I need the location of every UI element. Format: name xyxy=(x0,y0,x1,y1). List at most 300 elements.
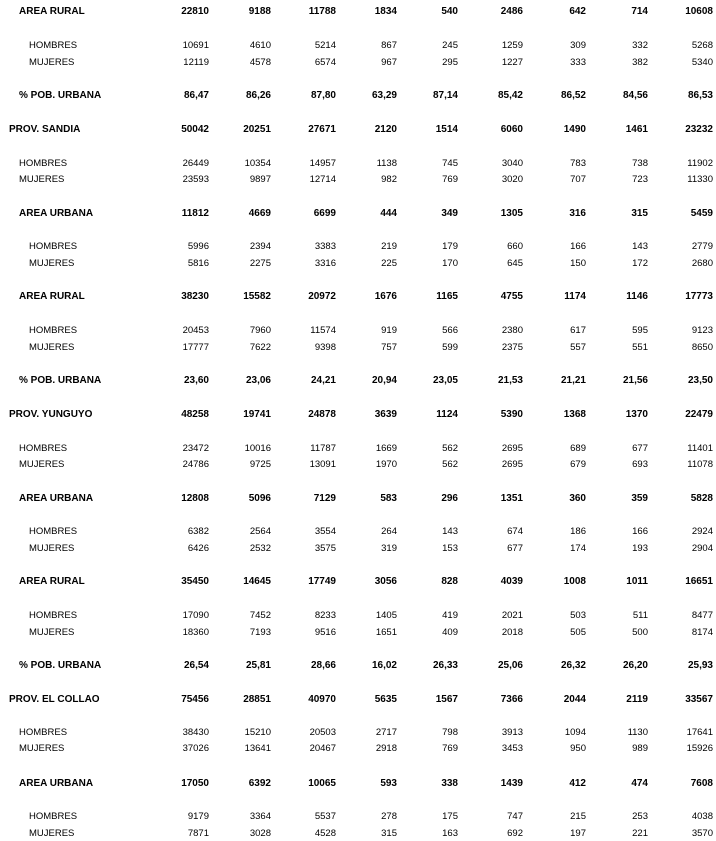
value-cell: 645 xyxy=(507,258,523,269)
value-cell: 8650 xyxy=(691,342,713,353)
value-cell: 23593 xyxy=(182,174,209,185)
value-cell: 1651 xyxy=(375,627,397,638)
value-cell: 27671 xyxy=(308,124,336,135)
value-cell: 11574 xyxy=(310,325,336,336)
value-cell: 3575 xyxy=(314,543,336,554)
value-cell: 319 xyxy=(381,543,397,554)
value-cell: 245 xyxy=(442,40,458,51)
value-cell: 23,05 xyxy=(432,375,458,386)
value-cell: 6060 xyxy=(500,124,523,135)
value-cell: 315 xyxy=(631,208,648,219)
value-cell: 5996 xyxy=(187,241,209,252)
value-cell: 153 xyxy=(442,543,458,554)
value-cell: 170 xyxy=(442,258,458,269)
value-cell: 1514 xyxy=(435,124,458,135)
value-cell: 9188 xyxy=(248,6,271,17)
value-cell: 557 xyxy=(570,342,586,353)
value-cell: 7871 xyxy=(187,828,209,839)
value-cell: 186 xyxy=(570,526,586,537)
row-label: PROV. EL COLLAO xyxy=(9,694,100,705)
value-cell: 225 xyxy=(381,258,397,269)
gender-row xyxy=(0,39,716,53)
value-cell: 8233 xyxy=(314,610,336,621)
value-cell: 5537 xyxy=(314,811,336,822)
row-label: PROV. YUNGUYO xyxy=(9,409,93,420)
value-cell: 23,50 xyxy=(687,375,713,386)
value-cell: 3570 xyxy=(691,828,713,839)
value-cell: 593 xyxy=(380,778,397,789)
value-cell: 3028 xyxy=(249,828,271,839)
gender-row xyxy=(0,341,716,355)
row-label: AREA URBANA xyxy=(19,208,94,219)
row-label: MUJERES xyxy=(29,258,75,269)
value-cell: 989 xyxy=(632,743,648,754)
value-cell: 2120 xyxy=(374,124,397,135)
value-cell: 3554 xyxy=(314,526,336,537)
gender-row xyxy=(0,157,716,171)
value-cell: 37026 xyxy=(182,743,209,754)
value-cell: 798 xyxy=(442,727,458,738)
value-cell: 745 xyxy=(442,158,458,169)
value-cell: 26,54 xyxy=(183,660,209,671)
value-cell: 332 xyxy=(632,40,648,51)
value-cell: 87,80 xyxy=(310,90,336,101)
value-cell: 14957 xyxy=(309,158,336,169)
value-cell: 295 xyxy=(442,57,458,68)
value-cell: 86,47 xyxy=(183,90,209,101)
value-cell: 22810 xyxy=(181,6,209,17)
value-cell: 1405 xyxy=(375,610,397,621)
value-cell: 11401 xyxy=(687,443,713,454)
province-row xyxy=(0,693,716,707)
value-cell: 221 xyxy=(632,828,648,839)
value-cell: 1461 xyxy=(625,124,648,135)
row-label: AREA URBANA xyxy=(19,778,94,789)
value-cell: 982 xyxy=(381,174,397,185)
value-cell: 23,60 xyxy=(183,375,209,386)
value-cell: 747 xyxy=(507,811,523,822)
value-cell: 18360 xyxy=(182,627,209,638)
value-cell: 2021 xyxy=(501,610,523,621)
value-cell: 2375 xyxy=(501,342,523,353)
value-cell: 20,94 xyxy=(371,375,397,386)
value-cell: 38230 xyxy=(181,291,209,302)
value-cell: 419 xyxy=(442,610,458,621)
value-cell: 166 xyxy=(632,526,648,537)
value-cell: 15210 xyxy=(244,727,271,738)
value-cell: 5268 xyxy=(691,40,713,51)
value-cell: 12714 xyxy=(309,174,336,185)
gender-row xyxy=(0,626,716,640)
province-row xyxy=(0,123,716,137)
value-cell: 26,20 xyxy=(622,660,648,671)
value-cell: 7608 xyxy=(690,778,713,789)
value-cell: 84,56 xyxy=(622,90,648,101)
value-cell: 3453 xyxy=(501,743,523,754)
value-cell: 867 xyxy=(381,40,397,51)
value-cell: 642 xyxy=(569,6,586,17)
value-cell: 11330 xyxy=(687,174,713,185)
value-cell: 714 xyxy=(631,6,648,17)
value-cell: 253 xyxy=(632,811,648,822)
value-cell: 6382 xyxy=(187,526,209,537)
value-cell: 9123 xyxy=(691,325,713,336)
value-cell: 15582 xyxy=(243,291,271,302)
value-cell: 7960 xyxy=(249,325,271,336)
province-row xyxy=(0,408,716,422)
value-cell: 48258 xyxy=(181,409,209,420)
value-cell: 10691 xyxy=(182,40,209,51)
value-cell: 26449 xyxy=(182,158,209,169)
gender-row xyxy=(0,810,716,824)
value-cell: 87,14 xyxy=(432,90,458,101)
value-cell: 783 xyxy=(570,158,586,169)
value-cell: 20467 xyxy=(309,743,336,754)
value-cell: 1138 xyxy=(376,158,397,169)
value-cell: 86,26 xyxy=(245,90,271,101)
value-cell: 7366 xyxy=(500,694,523,705)
gender-row xyxy=(0,726,716,740)
value-cell: 23232 xyxy=(685,124,713,135)
value-cell: 5635 xyxy=(374,694,397,705)
value-cell: 677 xyxy=(632,443,648,454)
value-cell: 595 xyxy=(632,325,648,336)
value-cell: 1130 xyxy=(627,727,648,738)
value-cell: 3364 xyxy=(249,811,271,822)
gender-row xyxy=(0,609,716,623)
row-label: HOMBRES xyxy=(29,325,78,336)
area-row xyxy=(0,290,716,304)
value-cell: 11902 xyxy=(687,158,713,169)
value-cell: 3040 xyxy=(501,158,523,169)
row-label: HOMBRES xyxy=(29,526,78,537)
value-cell: 17777 xyxy=(182,342,209,353)
row-label: % POB. URBANA xyxy=(19,90,102,101)
row-label: HOMBRES xyxy=(29,241,78,252)
value-cell: 551 xyxy=(632,342,648,353)
row-label: MUJERES xyxy=(29,828,75,839)
value-cell: 7622 xyxy=(249,342,271,353)
value-cell: 24878 xyxy=(308,409,336,420)
value-cell: 8477 xyxy=(691,610,713,621)
value-cell: 2380 xyxy=(501,325,523,336)
value-cell: 75456 xyxy=(181,694,209,705)
value-cell: 359 xyxy=(631,493,648,504)
value-cell: 693 xyxy=(632,459,648,470)
percent-row xyxy=(0,374,716,388)
value-cell: 723 xyxy=(632,174,648,185)
value-cell: 9179 xyxy=(187,811,209,822)
row-label: HOMBRES xyxy=(19,158,68,169)
value-cell: 215 xyxy=(570,811,586,822)
value-cell: 4610 xyxy=(249,40,271,51)
value-cell: 4528 xyxy=(314,828,336,839)
value-cell: 5816 xyxy=(187,258,209,269)
value-cell: 7452 xyxy=(249,610,271,621)
value-cell: 599 xyxy=(442,342,458,353)
value-cell: 769 xyxy=(442,174,458,185)
value-cell: 5214 xyxy=(314,40,336,51)
row-label: MUJERES xyxy=(29,342,75,353)
value-cell: 2119 xyxy=(626,694,648,705)
value-cell: 9725 xyxy=(249,459,271,470)
value-cell: 278 xyxy=(381,811,397,822)
value-cell: 315 xyxy=(381,828,397,839)
value-cell: 950 xyxy=(570,743,586,754)
value-cell: 503 xyxy=(570,610,586,621)
value-cell: 333 xyxy=(570,57,586,68)
value-cell: 2018 xyxy=(501,627,523,638)
value-cell: 11788 xyxy=(308,6,336,17)
value-cell: 757 xyxy=(381,342,397,353)
value-cell: 10065 xyxy=(308,778,336,789)
value-cell: 20503 xyxy=(309,727,336,738)
value-cell: 172 xyxy=(632,258,648,269)
row-label: % POB. URBANA xyxy=(19,375,102,386)
value-cell: 9516 xyxy=(314,627,336,638)
value-cell: 1165 xyxy=(436,291,458,302)
value-cell: 10354 xyxy=(244,158,271,169)
value-cell: 163 xyxy=(442,828,458,839)
value-cell: 17773 xyxy=(685,291,713,302)
gender-row xyxy=(0,324,716,338)
value-cell: 11078 xyxy=(687,459,713,470)
value-cell: 6392 xyxy=(248,778,271,789)
gender-row xyxy=(0,525,716,539)
value-cell: 4038 xyxy=(691,811,713,822)
value-cell: 12808 xyxy=(181,493,209,504)
value-cell: 769 xyxy=(442,743,458,754)
value-cell: 338 xyxy=(441,778,458,789)
gender-row xyxy=(0,173,716,187)
value-cell: 28,66 xyxy=(310,660,336,671)
value-cell: 8174 xyxy=(691,627,713,638)
row-label: HOMBRES xyxy=(29,40,78,51)
value-cell: 5828 xyxy=(690,493,713,504)
gender-row xyxy=(0,458,716,472)
value-cell: 24,21 xyxy=(310,375,336,386)
row-label: MUJERES xyxy=(29,57,75,68)
value-cell: 25,93 xyxy=(687,660,713,671)
gender-row xyxy=(0,257,716,271)
value-cell: 1094 xyxy=(564,727,586,738)
value-cell: 10608 xyxy=(685,6,713,17)
value-cell: 35450 xyxy=(181,576,209,587)
value-cell: 23472 xyxy=(182,443,209,454)
value-cell: 511 xyxy=(632,610,648,621)
value-cell: 86,52 xyxy=(560,90,586,101)
value-cell: 5390 xyxy=(500,409,523,420)
value-cell: 2717 xyxy=(375,727,397,738)
value-cell: 21,53 xyxy=(497,375,523,386)
value-cell: 13091 xyxy=(309,459,336,470)
value-cell: 16,02 xyxy=(371,660,397,671)
value-cell: 2924 xyxy=(691,526,713,537)
value-cell: 1368 xyxy=(563,409,586,420)
value-cell: 10016 xyxy=(244,443,271,454)
row-label: MUJERES xyxy=(29,627,75,638)
value-cell: 1259 xyxy=(501,40,523,51)
value-cell: 9897 xyxy=(249,174,271,185)
value-cell: 316 xyxy=(569,208,586,219)
value-cell: 1146 xyxy=(626,291,648,302)
value-cell: 2532 xyxy=(249,543,271,554)
value-cell: 11787 xyxy=(310,443,336,454)
value-cell: 3020 xyxy=(501,174,523,185)
value-cell: 5459 xyxy=(690,208,713,219)
value-cell: 660 xyxy=(507,241,523,252)
value-cell: 7193 xyxy=(249,627,271,638)
area-row xyxy=(0,492,716,506)
value-cell: 1008 xyxy=(563,576,586,587)
value-cell: 16651 xyxy=(685,576,713,587)
value-cell: 2695 xyxy=(501,443,523,454)
row-label: AREA RURAL xyxy=(19,6,85,17)
row-label: AREA RURAL xyxy=(19,576,85,587)
value-cell: 1834 xyxy=(374,6,397,17)
value-cell: 2564 xyxy=(249,526,271,537)
value-cell: 15926 xyxy=(686,743,713,754)
value-cell: 2044 xyxy=(563,694,586,705)
value-cell: 2695 xyxy=(501,459,523,470)
gender-row xyxy=(0,56,716,70)
value-cell: 412 xyxy=(569,778,586,789)
value-cell: 505 xyxy=(570,627,586,638)
value-cell: 674 xyxy=(507,526,523,537)
value-cell: 566 xyxy=(442,325,458,336)
value-cell: 17090 xyxy=(182,610,209,621)
value-cell: 174 xyxy=(570,543,586,554)
value-cell: 1011 xyxy=(626,576,648,587)
value-cell: 2779 xyxy=(691,241,713,252)
area-row xyxy=(0,575,716,589)
value-cell: 500 xyxy=(632,627,648,638)
value-cell: 85,42 xyxy=(497,90,523,101)
area-row xyxy=(0,5,716,19)
value-cell: 2275 xyxy=(249,258,271,269)
value-cell: 26,32 xyxy=(560,660,586,671)
value-cell: 20972 xyxy=(308,291,336,302)
value-cell: 50042 xyxy=(181,124,209,135)
value-cell: 4669 xyxy=(248,208,271,219)
value-cell: 9398 xyxy=(314,342,336,353)
value-cell: 707 xyxy=(570,174,586,185)
value-cell: 967 xyxy=(381,57,397,68)
value-cell: 22479 xyxy=(685,409,713,420)
row-label: MUJERES xyxy=(29,543,75,554)
value-cell: 26,33 xyxy=(432,660,458,671)
row-label: PROV. SANDIA xyxy=(9,124,81,135)
value-cell: 1370 xyxy=(625,409,648,420)
value-cell: 21,56 xyxy=(622,375,648,386)
value-cell: 296 xyxy=(441,493,458,504)
value-cell: 360 xyxy=(569,493,586,504)
value-cell: 1227 xyxy=(501,57,523,68)
value-cell: 28851 xyxy=(243,694,271,705)
area-row xyxy=(0,207,716,221)
row-label: HOMBRES xyxy=(29,610,78,621)
value-cell: 38430 xyxy=(182,727,209,738)
value-cell: 24786 xyxy=(182,459,209,470)
value-cell: 2680 xyxy=(691,258,713,269)
value-cell: 617 xyxy=(570,325,586,336)
value-cell: 309 xyxy=(570,40,586,51)
value-cell: 264 xyxy=(381,526,397,537)
value-cell: 562 xyxy=(442,459,458,470)
value-cell: 20453 xyxy=(182,325,209,336)
gender-row xyxy=(0,742,716,756)
value-cell: 197 xyxy=(570,828,586,839)
value-cell: 5340 xyxy=(691,57,713,68)
value-cell: 382 xyxy=(632,57,648,68)
value-cell: 25,06 xyxy=(497,660,523,671)
value-cell: 17641 xyxy=(686,727,713,738)
value-cell: 1174 xyxy=(564,291,586,302)
value-cell: 1669 xyxy=(375,443,397,454)
row-label: MUJERES xyxy=(19,459,65,470)
percent-row xyxy=(0,89,716,103)
value-cell: 562 xyxy=(442,443,458,454)
value-cell: 33567 xyxy=(685,694,713,705)
value-cell: 3316 xyxy=(314,258,336,269)
value-cell: 679 xyxy=(570,459,586,470)
value-cell: 17749 xyxy=(308,576,336,587)
value-cell: 474 xyxy=(631,778,648,789)
row-label: AREA RURAL xyxy=(19,291,85,302)
value-cell: 677 xyxy=(507,543,523,554)
value-cell: 2486 xyxy=(500,6,523,17)
value-cell: 20251 xyxy=(243,124,271,135)
value-cell: 23,06 xyxy=(245,375,271,386)
value-cell: 143 xyxy=(442,526,458,537)
value-cell: 689 xyxy=(570,443,586,454)
value-cell: 219 xyxy=(381,241,397,252)
value-cell: 86,53 xyxy=(687,90,713,101)
value-cell: 2918 xyxy=(375,743,397,754)
value-cell: 444 xyxy=(380,208,397,219)
value-cell: 1970 xyxy=(375,459,397,470)
value-cell: 1124 xyxy=(436,409,458,420)
value-cell: 3383 xyxy=(314,241,336,252)
value-cell: 583 xyxy=(380,493,397,504)
value-cell: 25,81 xyxy=(245,660,271,671)
value-cell: 3913 xyxy=(501,727,523,738)
value-cell: 166 xyxy=(570,241,586,252)
value-cell: 19741 xyxy=(243,409,271,420)
row-label: AREA URBANA xyxy=(19,493,94,504)
value-cell: 63,29 xyxy=(371,90,397,101)
value-cell: 6426 xyxy=(187,543,209,554)
value-cell: 14645 xyxy=(243,576,271,587)
value-cell: 1439 xyxy=(500,778,523,789)
value-cell: 6574 xyxy=(314,57,336,68)
value-cell: 143 xyxy=(632,241,648,252)
row-label: MUJERES xyxy=(19,743,65,754)
value-cell: 2394 xyxy=(249,241,271,252)
value-cell: 1305 xyxy=(500,208,523,219)
value-cell: 40970 xyxy=(308,694,336,705)
row-label: HOMBRES xyxy=(19,727,68,738)
value-cell: 692 xyxy=(507,828,523,839)
row-label: MUJERES xyxy=(19,174,65,185)
value-cell: 3639 xyxy=(374,409,397,420)
value-cell: 540 xyxy=(441,6,458,17)
gender-row xyxy=(0,827,716,841)
value-cell: 919 xyxy=(381,325,397,336)
value-cell: 1351 xyxy=(500,493,523,504)
value-cell: 6699 xyxy=(313,208,336,219)
value-cell: 1676 xyxy=(374,291,397,302)
